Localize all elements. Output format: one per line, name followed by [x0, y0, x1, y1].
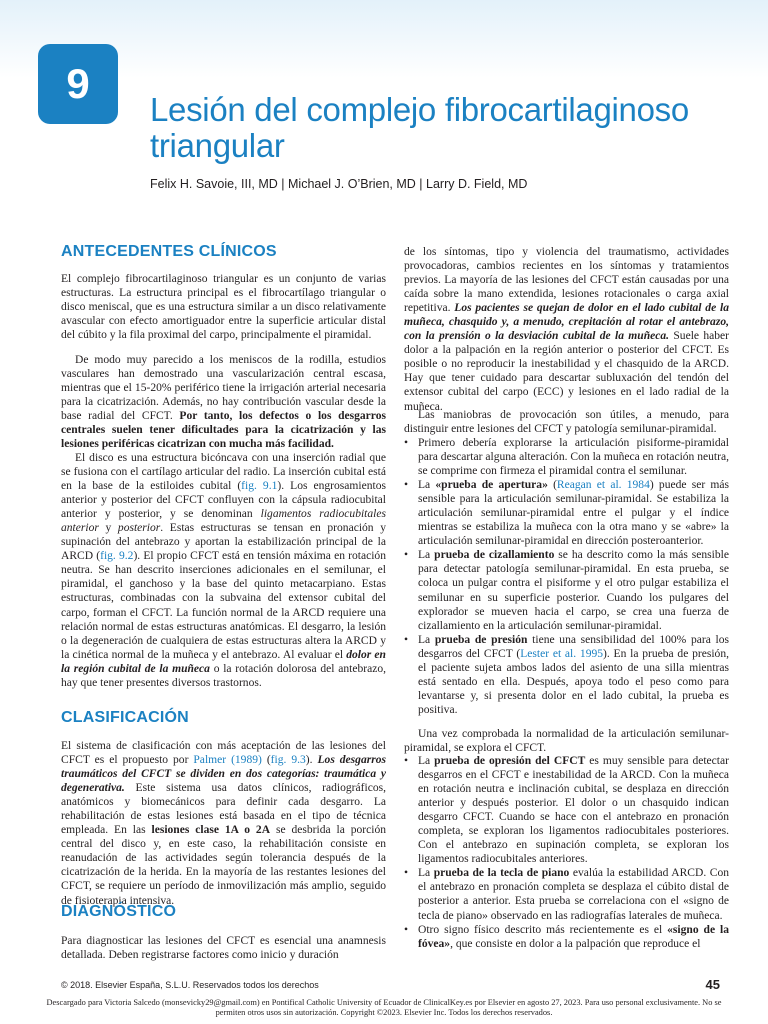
text-run: (	[261, 754, 271, 767]
list-item	[404, 754, 729, 866]
text-run: . Estas estructuras se tensan en pronación y supinación del antebrazo y aportan la estabilización principal de la ARCD (	[61, 522, 386, 563]
paragraph	[61, 739, 386, 908]
text-run: ).	[305, 754, 318, 767]
bold-text: prueba de cizallamiento	[434, 549, 555, 562]
list-item: • Primero debería explorarse la articulación pisiforme-piramidal para descartar alguna alteración. Con la muñeca en rotación neutra, se comprime con firmeza el piramidal contra el semilunar.	[404, 436, 729, 478]
chapter-title: Lesión del complejo fibrocartilaginoso triangular	[150, 91, 689, 164]
reference-link[interactable]: Reagan et al. 1984	[556, 479, 650, 492]
bold-text: «prueba de apertura»	[435, 479, 548, 492]
text-run: La	[418, 633, 435, 646]
list-item	[404, 633, 729, 717]
list-item	[404, 923, 729, 951]
text-run: , que consiste en dolor a la palpación que reproduce el	[450, 937, 701, 950]
paragraph: Para diagnosticar las lesiones del CFCT es esencial una anamnesis detallada. Deben registrarse factores como inicio y duración	[61, 935, 386, 962]
text-run: El sistema de clasificación con más aceptación de las lesiones del CFCT es el propuesto por	[61, 740, 386, 767]
bold-italic-text: Los desgarros traumáticos del CFCT se dividen en dos categorías: traumática y degenerativa.	[61, 754, 386, 795]
text-run: La	[418, 549, 435, 562]
italic-text: ligamentos radiocubitales anterior	[61, 508, 386, 535]
paragraph: El complejo fibrocartilaginoso triangular es un conjunto de varias estructuras. La estructura principal es el fibrocartílago triangular o disco meniscal, que es una estructura similar a un disco relativamente avascular con efecto amortiguador entre la superficie articular distal del cúbito y la fila proximal del carpo, principalmente el piramidal.	[61, 273, 386, 342]
maneuver-list	[404, 436, 729, 717]
section-heading-antecedentes: ANTECEDENTES CLÍNICOS	[61, 243, 277, 260]
text-run: De modo muy parecido a los meniscos de la rodilla, estudios vasculares han demostrado una vascularización central escasa, mientras que el 15-20% periférico tiene la irrigación arterial necesaria para la cicatrización. Además, no hay contribución vascular desde la base radial del CFCT.	[61, 354, 386, 423]
text-run: es muy sensible para detectar desgarros en el CFCT e inestabilidad de la ARCD. Con la muñeca en rotación neutra e inclinación cubital, se desplaza en dirección anterior y después posterior. El dolor o un chasquido indican desgarro CFCT. Cuando se hace con el antebrazo en pronación completa, se exploran los ligamentos radiocubitales posteriores. Con el antebrazo en supinación completa, se exploran los ligamentos radiocubitales anteriores.	[418, 755, 729, 866]
bold-text: Por tanto, los defectos o los desgarros centrales suelen tener dificultades para la cicatrización y las lesiones periféricas cicatrizan con mucha más facilidad.	[61, 410, 386, 451]
text-run: Este sistema usa datos clínicos, radiográficos, anatómicos y biomecánicos para definir cada desgarro. La rehabilitación de estas lesiones está basada en el tipo de técnica empleada. En las	[61, 782, 386, 837]
section-heading-clasificacion: CLASIFICACIÓN	[61, 709, 189, 726]
bold-text: prueba de la tecla de piano	[433, 867, 570, 880]
text-run: tiene una sensibilidad del 100% para los desgarros del CFCT (	[418, 633, 729, 660]
text-run: La	[418, 479, 436, 492]
text-run: se ha descrito como la más sensible para detectar patología semilunar-piramidal. En esta prueba, se coloca un pulgar contra el pisiforme y el otro pulgar estabiliza el semilunar en su superficie posterior. Cuando los pulgares del explorador se mueven hacia el carpo, se crea una fuerza de cizallamiento en la articulación semilunar-piramidal.	[418, 549, 729, 632]
text-run: ) puede ser más sensible para la articulación semilunar-piramidal. Se estabiliza la articulación semilunar-piramidal entre el pulgar y el índice mientras se estabiliza la muñeca con la otra mano y se «abre» la articulación semilunar-piramidal en dirección posteroanterior.	[418, 479, 729, 548]
text-run: evalúa la estabilidad ARCD. Con el antebrazo en pronación completa se desplaza el cúbito distal de posterior a anterior. Esta prueba se correlaciona con el «signo de tecla de piano» observado en las radiografías laterales de muñeca.	[418, 867, 729, 922]
paragraph	[404, 245, 729, 414]
list-item	[404, 478, 729, 548]
text-run: ). En la prueba de presión, el paciente sujeta ambos lados del asiento de una silla mientras está sentado en ella. Después, apoya todo el peso como para levantarse y, si presenta dolor en el lado cubital, la prueba es positiva.	[418, 647, 729, 716]
text-run: ). Los engrosamientos anterior y posterior del CFCT confluyen con la cápsula radiocubital anterior y posterior, y se denominan	[61, 480, 386, 521]
paragraph: Las maniobras de provocación son útiles, a menudo, para distinguir entre lesiones del CFCT y patología semilunar-piramidal.	[404, 409, 729, 436]
list-item	[404, 548, 729, 632]
italic-text: posterior	[117, 522, 161, 535]
text-run: y	[98, 522, 118, 535]
reference-link[interactable]: Lester et al. 1995	[520, 647, 604, 660]
text-run: La	[418, 867, 434, 880]
text-run: (	[547, 479, 557, 492]
chapter-number: 9	[66, 60, 90, 107]
text-run: El disco es una estructura bicóncava con una inserción radial que se fusiona con el cartílago articular del radio. La inserción cubital está en la base de la estiloides cubital (	[61, 452, 386, 493]
bold-italic-text: Los pacientes se quejan de dolor en el lado cubital de la muñeca, chasquido y, a menudo, crepitación al rotar el antebrazo, con la prensión o la desviación cubital de la muñeca.	[404, 302, 729, 343]
page-number: 45	[705, 977, 720, 992]
figure-link[interactable]: fig. 9.3	[270, 754, 306, 767]
maneuver-list	[404, 754, 729, 951]
list-item	[404, 866, 729, 922]
paragraph: Una vez comprobada la normalidad de la articulación semilunar-piramidal, se explora el CFCT.	[404, 728, 729, 755]
bold-text: prueba de opresión del CFCT	[434, 755, 586, 767]
text-run: o la rotación dolorosa del antebrazo, hay que tener presentes diversos trastornos.	[61, 662, 386, 689]
paragraph	[61, 451, 386, 690]
section-heading-diagnostico: DIAGNÓSTICO	[61, 903, 177, 920]
text-run: Suele haber dolor a la palpación en la región anterior o posterior del CFCT. Es posible o no reproducir la inestabilidad y el chasquido de la ARCD. Hay que tener cuidado para descartar subluxación del tendón del extensor cubital del carpo (ECC) y lesiones en el lado radial de la muñeca.	[404, 330, 729, 413]
text-run: de los síntomas, tipo y violencia del traumatismo, actividades provocadoras, cambios recientes en los síntomas y tratamientos previos. La mayoría de las lesiones del CFCT están causadas por una caída sobre la mano extendida, lesiones rotacionales o carga axial repetitiva.	[404, 246, 729, 315]
bold-text: «signo de la fóvea»	[418, 923, 729, 950]
bold-text: lesiones clase 1A o 2A	[151, 824, 271, 837]
figure-link[interactable]: fig. 9.2	[100, 550, 134, 563]
reference-link[interactable]: Palmer (1989)	[193, 754, 262, 767]
authors-line: Felix H. Savoie, III, MD | Michael J. O’Brien, MD | Larry D. Field, MD	[150, 177, 528, 191]
paragraph	[61, 353, 386, 451]
bold-italic-text: dolor en la región cubital de la muñeca	[61, 648, 386, 675]
bold-text: prueba de presión	[434, 633, 528, 646]
text-run: ). El propio CFCT está en tensión máxima en rotación neutra. Se han descrito inserciones adicionales en el semilunar, el piramidal, el ganchoso y la base del quinto metacarpiano. Estas estructuras, combinadas con la subvaina del extensor cubital del carpo, forman el CFCT. La función normal de la ARCD requiere una relación normal de estas estructuras anatómicas. El desgarro, la lesión o la degeneración de cualquiera de estas estructuras altera la ARCD y la cinética normal de la muñeca y el antebrazo. Al evaluar el	[61, 550, 386, 661]
download-notice: Descargado para Victoria Salcedo (monsevicky29@gmail.com) en Pontifical Catholic University of Ecuador de ClinicalKey.es por Elsevier en agosto 27, 2023. Para uso personal exclusivamente. No se permiten otros usos sin autorización. Copyright ©2023. Elsevier Inc. Todos los derechos reservados.	[46, 998, 722, 1017]
text-run: se desbrida la porción central del disco y, en este caso, la rehabilitación consiste en reanudación de las actividades según tolerancia después de la cicatrización de la herida. En la mayoría de las restantes lesiones del CFCT, se requiere un período de inmovilización más amplio, seguido de fisioterapia intensiva.	[61, 824, 387, 907]
text-run: Otro signo físico descrito más recientemente es el	[418, 923, 668, 936]
text-run: La	[418, 755, 435, 767]
chapter-number-badge	[38, 44, 118, 124]
figure-link[interactable]: fig. 9.1	[241, 480, 278, 493]
copyright-notice: © 2018. Elsevier España, S.L.U. Reservados todos los derechos	[61, 980, 319, 990]
